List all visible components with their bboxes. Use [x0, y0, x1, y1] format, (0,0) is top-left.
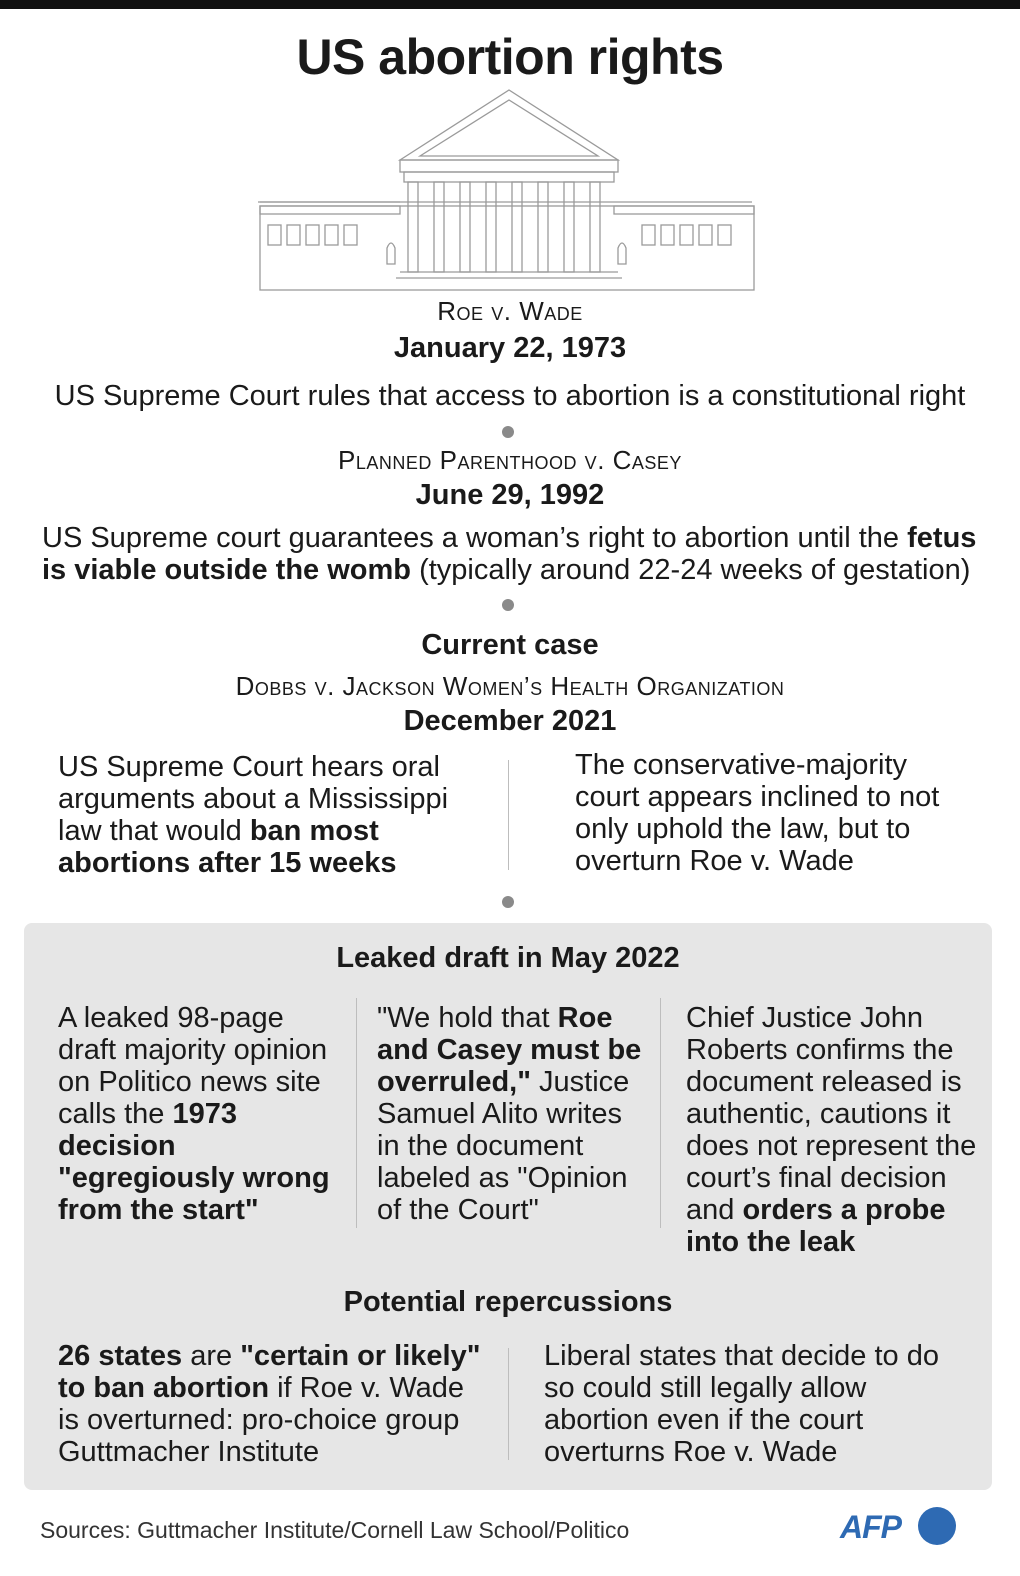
divider [356, 998, 357, 1228]
repercussions-right-text: Liberal states that decide to do so could still legally allow abortion even if the court overturns Roe v. Wade [544, 1340, 939, 1468]
timeline-dot [502, 426, 514, 438]
timeline-dot [502, 896, 514, 908]
dobbs-case-name: Dobbs v. Jackson Women’s Health Organization [235, 671, 785, 701]
timeline-dot [502, 599, 514, 611]
casey-case-name: Planned Parenthood v. Casey [338, 445, 682, 475]
current-case-heading: Current case [421, 629, 599, 661]
casey-description: US Supreme court guarantees a woman’s right to abortion until the fetus is viable outside the womb (typically around 22-24 weeks of gestation) [42, 522, 977, 586]
afp-logo-text: AFP [840, 1509, 901, 1545]
supreme-court-illustration [250, 88, 760, 294]
afp-logo-circle [918, 1507, 956, 1545]
divider [508, 760, 509, 870]
sources-note: Sources: Guttmacher Institute/Cornell Law School/Politico [40, 1517, 630, 1543]
divider [508, 1348, 509, 1460]
leak-heading: Leaked draft in May 2022 [336, 942, 680, 974]
leak-column-2: "We hold that Roe and Casey must be overruled," Justice Samuel Alito writes in the document labeled as "Opinion of the Court" [377, 1002, 642, 1226]
divider [660, 998, 661, 1228]
casey-date: June 29, 1992 [415, 479, 605, 511]
roe-description: US Supreme Court rules that access to abortion is a constitutional right [54, 380, 966, 412]
leak-column-3: Chief Justice John Roberts confirms the document released is authentic, cautions it does not represent the court’s final decision and orders a probe into the leak [686, 1002, 977, 1258]
top-bar [0, 0, 1020, 9]
dobbs-right-text: The conservative-majority court appears inclined to not only uphold the law, but to overturn Roe v. Wade [575, 749, 940, 877]
page-title: US abortion rights [296, 29, 724, 85]
dobbs-date: December 2021 [403, 705, 617, 737]
roe-case-name: Roe v. Wade [437, 296, 583, 326]
leak-column-1: A leaked 98-page draft majority opinion on Politico news site calls the 1973 decision "egregiously wrong from the start" [58, 1002, 330, 1226]
afp-logo [840, 1505, 960, 1551]
roe-date: January 22, 1973 [393, 332, 627, 364]
repercussions-left-text: 26 states are "certain or likely" to ban abortion if Roe v. Wade is overturned: pro-choice group Guttmacher Institute [58, 1340, 481, 1468]
dobbs-left-text: US Supreme Court hears oral arguments about a Mississippi law that would ban most abortions after 15 weeks [58, 751, 449, 879]
repercussions-heading: Potential repercussions [343, 1286, 673, 1318]
